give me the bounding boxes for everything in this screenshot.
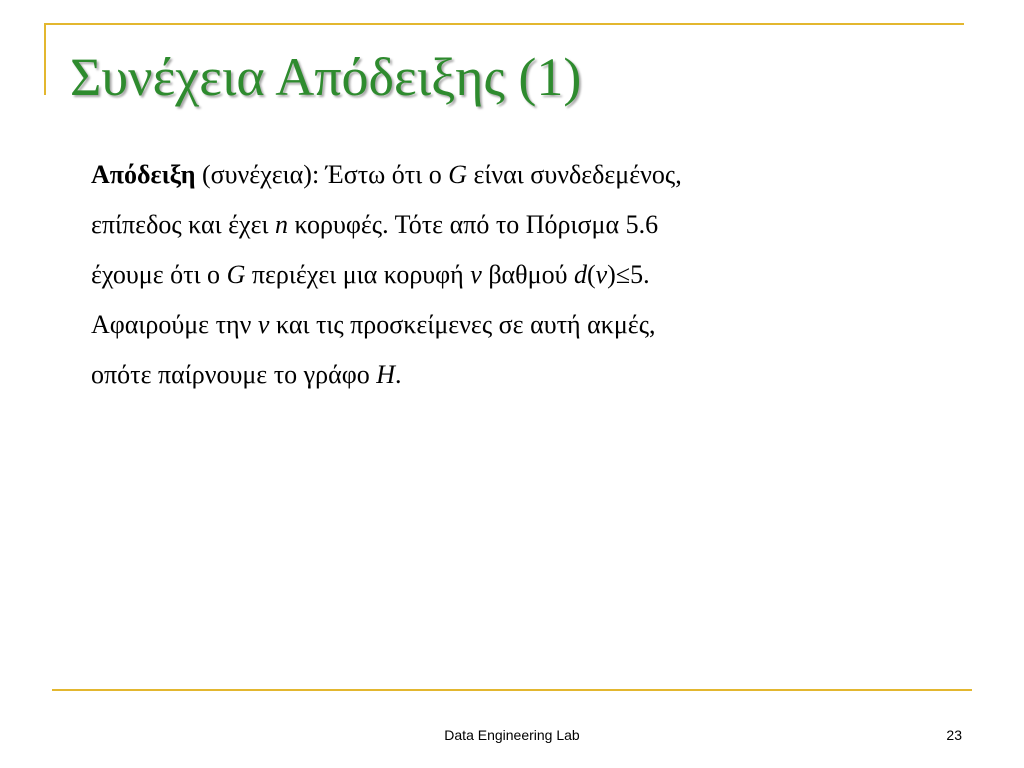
body-line-5: οπότε παίρνουμε το γράφο H. xyxy=(91,360,402,389)
vertex-count-n: n xyxy=(275,210,288,239)
body-line-2: επίπεδος και έχει n κορυφές. Τότε από το Πόρισμα 5.6 xyxy=(91,210,659,239)
graph-symbol-g: G xyxy=(448,160,468,189)
body-line-1: Απόδειξη (συνέχεια): Έστω ότι ο G είναι συνδεδεμένος, xyxy=(91,160,682,189)
graph-symbol-h: H xyxy=(376,360,396,389)
page-number: 23 xyxy=(946,727,962,743)
graph-symbol-g: G xyxy=(226,260,246,289)
slide-body xyxy=(91,150,911,400)
proof-label: Απόδειξη xyxy=(91,160,196,189)
body-line-4: Αφαιρούμε την v και τις προσκείμενες σε αυτή ακμές, xyxy=(91,310,656,339)
body-line-3: έχουμε ότι ο G περιέχει μια κορυφή v βαθμού d(v)≤5. xyxy=(91,260,650,289)
degree-symbol-d: d xyxy=(573,260,587,289)
footer-text: Data Engineering Lab xyxy=(444,727,580,743)
vertex-symbol-v: v xyxy=(595,260,608,289)
footer-rule xyxy=(52,689,972,691)
slide-title: Συνέχεια Απόδειξης (1) xyxy=(70,47,582,107)
top-frame-rule xyxy=(44,23,964,25)
vertex-symbol-v: v xyxy=(470,260,482,289)
left-frame-rule xyxy=(44,23,46,95)
vertex-symbol-v: v xyxy=(257,310,270,339)
